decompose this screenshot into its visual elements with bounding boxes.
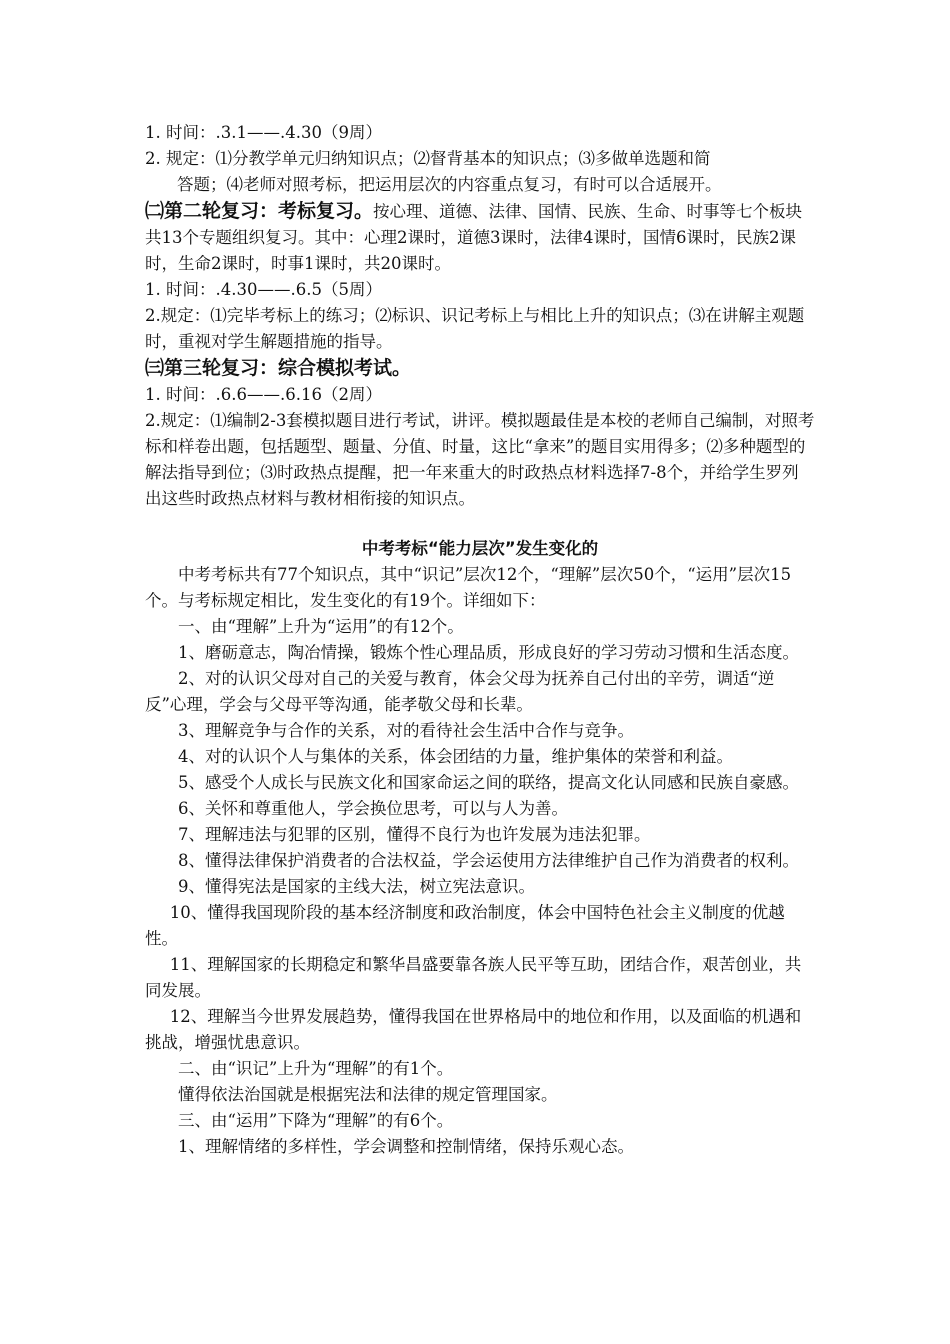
- round1-time: 1. 时间：.3.1——.4.30（9周）: [145, 123, 382, 142]
- section-title: 中考考标“能力层次”发生变化的: [361, 539, 599, 558]
- part1-item: 4、对的认识个人与集体的关系，体会团结的力量，维护集体的荣誉和利益。: [178, 747, 733, 766]
- part1-item: 9、懂得宪法是国家的主线大法，树立宪法意识。: [178, 877, 535, 896]
- round2-paragraph: [145, 198, 815, 277]
- part3-item: 1、理解情绪的多样性，学会调整和控制情绪，保持乐观心态。: [178, 1137, 634, 1156]
- round3-time: 1. 时间：.6.6——.6.16（2周）: [145, 385, 382, 404]
- part1-item: 2、对的认识父母对自己的关爱与教育，体会父母为抚养自己付出的辛劳，调适“逆反”心理，学会与父母平等沟通，能孝敬父母和长辈。: [145, 669, 775, 714]
- part1-item: 7、理解违法与犯罪的区别，懂得不良行为也许发展为违法犯罪。: [178, 825, 651, 844]
- part2-heading: 二、由“识记”上升为“理解”的有1个。: [178, 1059, 454, 1078]
- part1-item: 1、磨砺意志，陶冶情操，锻炼个性心理品质，形成良好的学习劳动习惯和生活态度。: [178, 643, 799, 662]
- part1-heading: 一、由“理解”上升为“运用”的有12个。: [178, 617, 464, 636]
- part1-item: 10、懂得我国现阶段的基本经济制度和政治制度，体会中国特色社会主义制度的优越性。: [145, 903, 785, 948]
- round1-rules-line1: 2. 规定：⑴分教学单元归纳知识点；⑵督背基本的知识点；⑶多做单选题和简: [145, 149, 711, 168]
- round3-paragraph: [145, 355, 815, 382]
- part1-item: 6、关怀和尊重他人，学会换位思考，可以与人为善。: [178, 799, 568, 818]
- part1-item: 3、理解竞争与合作的关系，对的看待社会生活中合作与竞争。: [178, 721, 634, 740]
- round2-heading: ㈡第二轮复习：考标复习。: [145, 200, 374, 222]
- part1-item: 8、懂得法律保护消费者的合法权益，学会运使用方法律维护自己作为消费者的权利。: [178, 851, 799, 870]
- section-intro: 中考考标共有77个知识点，其中“识记”层次12个，“理解”层次50个，“运用”层次15个。与考标规定相比，发生变化的有19个。详细如下：: [145, 565, 792, 610]
- round3-rules: 2.规定：⑴编制2-3套模拟题目进行考试，讲评。模拟题最佳是本校的老师自己编制，对照考标和样卷出题，包括题型、题量、分值、时量，这比“拿来”的题目实用得多；⑵多种题型的解法指导到位；⑶时政热点提醒，把一年来重大的时政热点材料选择7-8个，并给学生罗列出这些时政热点材料与教材相衔接的知识点。: [145, 411, 815, 508]
- part3-heading: 三、由“运用”下降为“理解”的有6个。: [178, 1111, 454, 1130]
- part1-item: 5、感受个人成长与民族文化和国家命运之间的联络，提高文化认同感和民族自豪感。: [178, 773, 799, 792]
- part1-item: 11、理解国家的长期稳定和繁华昌盛要靠各族人民平等互助，团结合作，艰苦创业，共同发展。: [145, 955, 802, 1000]
- round3-heading: ㈢第三轮复习：综合模拟考试。: [145, 357, 412, 379]
- document-page: [145, 120, 815, 1160]
- round2-time: 1. 时间：.4.30——.6.5（5周）: [145, 280, 382, 299]
- part2-item: 懂得依法治国就是根据宪法和法律的规定管理国家。: [178, 1085, 558, 1104]
- round1-rules-line2: 答题；⑷老师对照考标，把运用层次的内容重点复习，有时可以合适展开。: [177, 175, 722, 194]
- round2-rules: 2.规定：⑴完毕考标上的练习；⑵标识、识记考标上与相比上升的知识点；⑶在讲解主观题时，重视对学生解题措施的指导。: [145, 306, 805, 351]
- part1-item: 12、理解当今世界发展趋势，懂得我国在世界格局中的地位和作用，以及面临的机遇和挑战，增强忧患意识。: [145, 1007, 802, 1052]
- round2-body: 按心理、道德、法律、国情、民族、生命、时事等七个板块共13个专题组织复习。其中：心理2课时，道德3课时，法律4课时，国情6课时，民族2课时，生命2课时，时事1课时，共20课时。: [145, 202, 803, 273]
